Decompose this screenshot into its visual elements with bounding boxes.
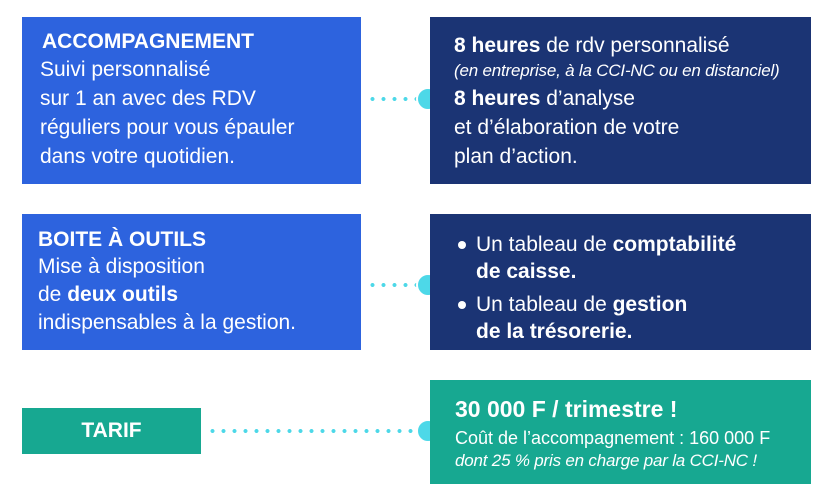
outil-item-2-bold-2: de la trésorerie.	[476, 320, 633, 343]
outils-list-box	[430, 214, 811, 350]
tarif-details-box	[430, 380, 811, 484]
accompagnement-description	[40, 55, 361, 171]
boite-line-2-bold: deux outils	[67, 283, 179, 306]
tarif-note: dont 25 % pris en charge par la CCI-NC !	[455, 451, 757, 470]
rdv-hours-2: 8 heures	[454, 87, 541, 110]
boite-line-2	[38, 281, 361, 309]
accompagnement-line: dans votre quotidien.	[40, 145, 235, 168]
tarif-label-box	[22, 408, 201, 454]
boite-outils-description	[38, 253, 361, 337]
outil-item-2-pre: Un tableau de	[476, 293, 613, 316]
rdv-line-4: plan d’action.	[454, 145, 578, 168]
outil-item-1-bold-2: de caisse.	[476, 260, 577, 283]
outil-item-tresorerie	[458, 291, 811, 345]
connector-row3	[207, 429, 425, 433]
rdv-line-2-text: d’analyse	[540, 87, 635, 110]
outil-item-2-bold: gestion	[612, 293, 688, 316]
rdv-location-note: (en entreprise, à la CCI-NC ou en distanciel)	[454, 61, 780, 80]
boite-line-1: Mise à disposition	[38, 255, 205, 278]
outil-item-1-bold: comptabilité	[612, 233, 737, 256]
rdv-line-1	[454, 31, 811, 60]
accompagnement-title: ACCOMPAGNEMENT	[42, 30, 254, 53]
rdv-hours-1: 8 heures	[454, 34, 541, 57]
rdv-line-2	[454, 84, 811, 113]
accompagnement-line: réguliers pour vous épauler	[40, 116, 295, 139]
boite-line-3: indispensables à la gestion.	[38, 311, 297, 334]
accompagnement-box	[22, 17, 361, 184]
dotted-line	[207, 429, 425, 433]
accompagnement-line: sur 1 an avec des RDV	[40, 87, 256, 110]
rdv-line-3: et d’élaboration de votre	[454, 116, 680, 139]
tarif-cost: Coût de l’accompagnement : 160 000 F	[455, 428, 771, 448]
accompagnement-line: Suivi personnalisé	[40, 58, 211, 81]
rdv-details-box	[430, 17, 811, 184]
rdv-line-1-text: de rdv personnalisé	[540, 34, 730, 57]
boite-outils-box	[22, 214, 361, 350]
tarif-label: TARIF	[81, 419, 142, 442]
tarif-price: 30 000 F / trimestre !	[455, 396, 678, 422]
outil-item-1-pre: Un tableau de	[476, 233, 613, 256]
outil-item-comptabilite	[458, 231, 811, 285]
boite-outils-title: BOITE À OUTILS	[38, 228, 206, 251]
boite-line-2-pre: de	[38, 283, 68, 306]
